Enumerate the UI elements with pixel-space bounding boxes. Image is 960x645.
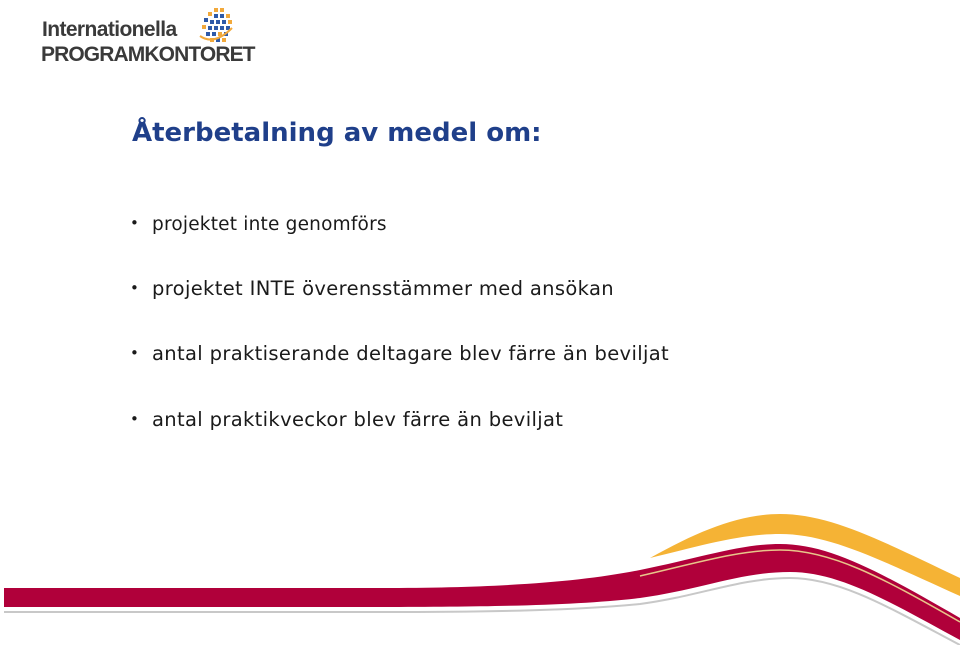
bullet-item [130, 408, 563, 431]
bullet-text: projektet INTE överensstämmer med ansökan [152, 277, 614, 300]
globe-dots [200, 8, 232, 42]
bullet-dot: • [130, 279, 139, 297]
decorative-ribbon [0, 500, 960, 645]
organization-logo [40, 6, 255, 68]
globe-icon [196, 6, 236, 46]
bullet-dot: • [130, 344, 139, 362]
bullet-dot: • [130, 410, 139, 428]
ribbon-red [4, 544, 960, 640]
bullet-text: projektet inte genomförs [152, 214, 387, 235]
logo-text-line1: Internationella [42, 18, 177, 41]
bullet-item [130, 342, 669, 365]
bullet-text: antal praktikveckor blev färre än beviljat [152, 408, 564, 431]
slide-title: Återbetalning av medel om: [132, 118, 542, 148]
bullet-item [130, 277, 614, 300]
bullet-item [130, 212, 387, 235]
bullet-text: antal praktiserande deltagare blev färre än beviljat [152, 342, 670, 365]
logo-text-line2: PROGRAMKONTORET [41, 43, 255, 66]
bullet-dot: • [130, 214, 139, 232]
